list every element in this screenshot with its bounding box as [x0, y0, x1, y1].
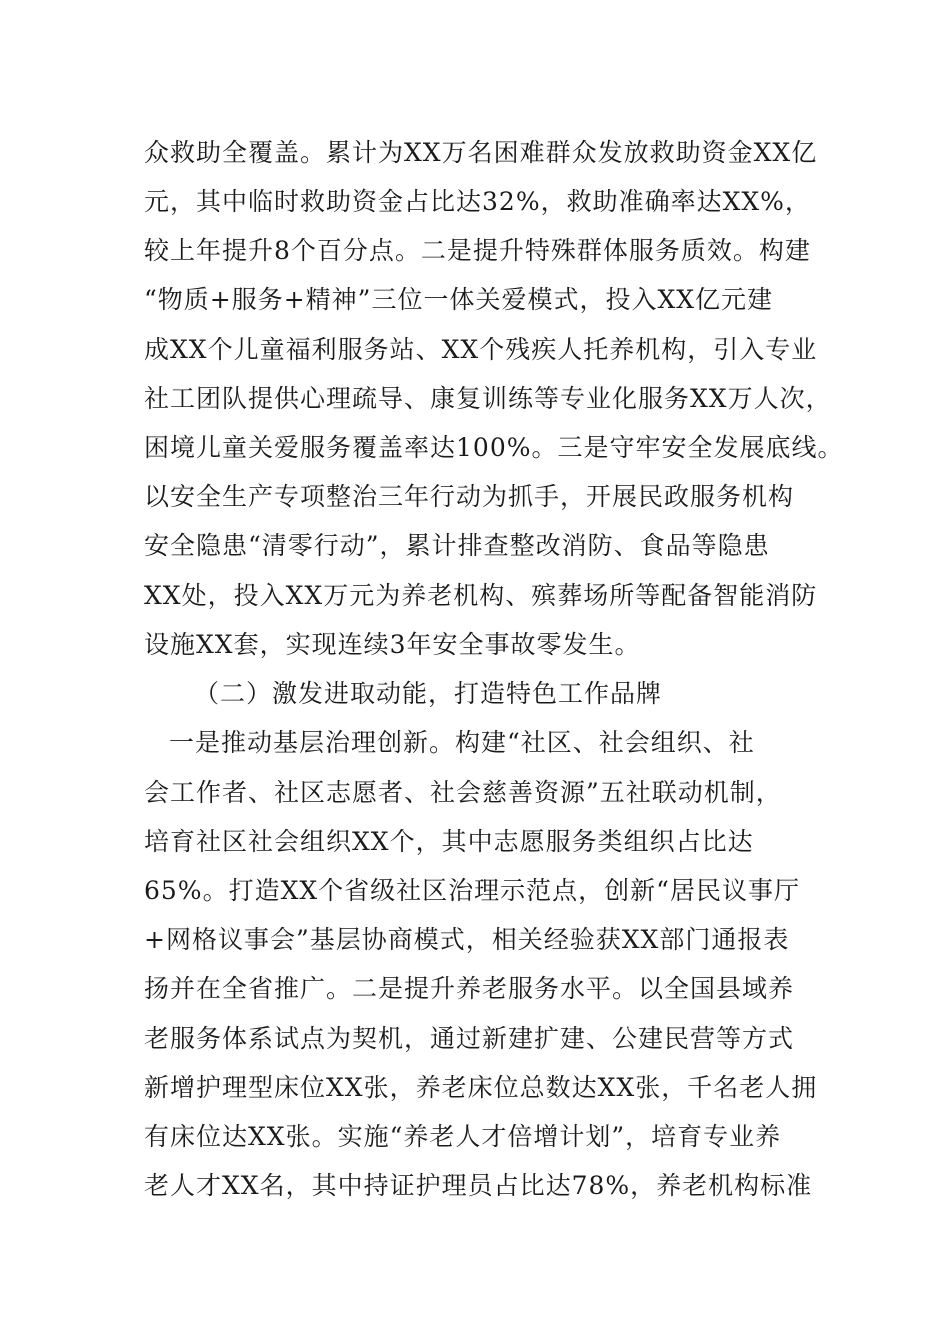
- text-line-18: 扬并在全省推广。二是提升养老服务水平。以全国县域养: [144, 974, 795, 1003]
- text-line-1: 众救助全覆盖。累计为XX万名困难群众发放救助资金XX亿: [144, 138, 818, 167]
- text-line-4: “物质+服务+精神”三位一体关爱模式，投入XX亿元建: [144, 285, 774, 314]
- section-heading: （二）激发进取动能，打造特色工作品牌: [194, 679, 663, 708]
- text-line-21: 有床位达XX张。实施“养老人才倍增计划”，培育专业养: [144, 1122, 782, 1151]
- text-line-14: 会工作者、社区志愿者、社会慈善资源”五社联动机制，: [144, 778, 782, 807]
- text-line-11: 设施XX套，实现连续3年安全事故零发生。: [144, 630, 641, 659]
- text-line-8: 以安全生产专项整治三年行动为抓手，开展民政服务机构: [144, 482, 795, 511]
- text-line-22: 老人才XX名，其中持证护理员占比达78%，养老机构标准: [144, 1171, 813, 1200]
- text-line-5: 成XX个儿童福利服务站、XX个残疾人托养机构，引入专业: [144, 335, 818, 364]
- text-line-2: 元，其中临时救助资金占比达32%，救助准确率达XX%，: [144, 187, 811, 216]
- text-line-9: 安全隐患“清零行动”，累计排查整改消防、食品等隐患: [144, 531, 770, 560]
- text-line-6: 社工团队提供心理疏导、康复训练等专业化服务XX万人次，: [144, 384, 832, 413]
- text-line-10: XX处，投入XX万元为养老机构、殡葬场所等配备智能消防: [144, 581, 818, 610]
- text-line-3: 较上年提升8个百分点。二是提升特殊群体服务质效。构建: [144, 236, 811, 265]
- text-line-7: 困境儿童关爱服务覆盖率达100%。三是守牢安全发展底线。: [144, 433, 844, 462]
- text-line-15: 培育社区社会组织XX个，其中志愿服务类组织占比达: [144, 827, 754, 856]
- text-line-19: 老服务体系试点为契机，通过新建扩建、公建民营等方式: [144, 1024, 795, 1053]
- text-line-13: 一是推动基层治理创新。构建“社区、社会组织、社: [169, 728, 755, 757]
- text-line-17: +网格议事会”基层协商模式，相关经验获XX部门通报表: [144, 925, 790, 954]
- text-line-16: 65%。打造XX个省级社区治理示范点，创新“居民议事厅: [144, 876, 800, 905]
- text-line-20: 新增护理型床位XX张，养老床位总数达XX张，千名老人拥: [144, 1073, 818, 1102]
